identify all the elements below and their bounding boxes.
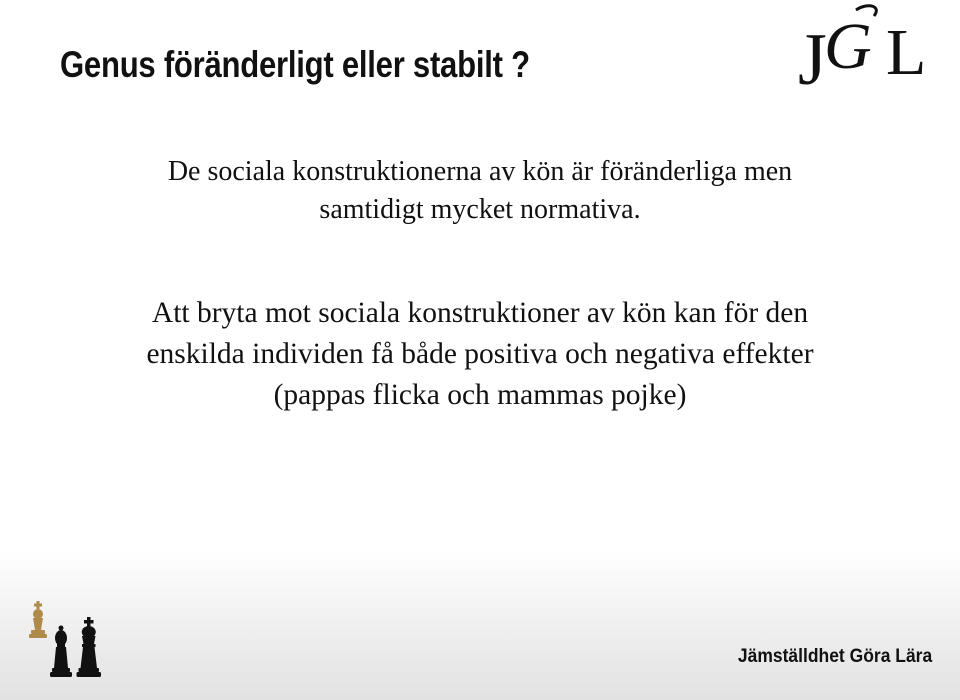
jgl-logo — [798, 2, 934, 98]
chess-pieces-icon — [24, 600, 108, 680]
paragraph-1-line: De sociala konstruktionerna av kön är föränderliga men — [167, 156, 793, 187]
paragraph-2-line: enskilda individen få både positiva och negativa effekter — [146, 338, 814, 370]
svg-text:L: L — [886, 16, 927, 89]
paragraph-2-line: Att bryta mot sociala konstruktioner av kön kan för den — [151, 297, 809, 329]
paragraph-1-line: samtidigt mycket normativa. — [319, 194, 641, 225]
paragraph-2 — [0, 293, 960, 416]
slide-title: Genus föränderligt eller stabilt ? — [60, 44, 530, 85]
paragraph-1 — [0, 153, 960, 229]
paragraph-2-line: (pappas flicka och mammas pojke) — [273, 379, 687, 411]
footer-background — [0, 550, 960, 700]
svg-text:G: G — [824, 10, 872, 83]
svg-text:J: J — [798, 19, 827, 98]
footer-brand-text: Jämställdhet Göra Lära — [737, 646, 932, 667]
